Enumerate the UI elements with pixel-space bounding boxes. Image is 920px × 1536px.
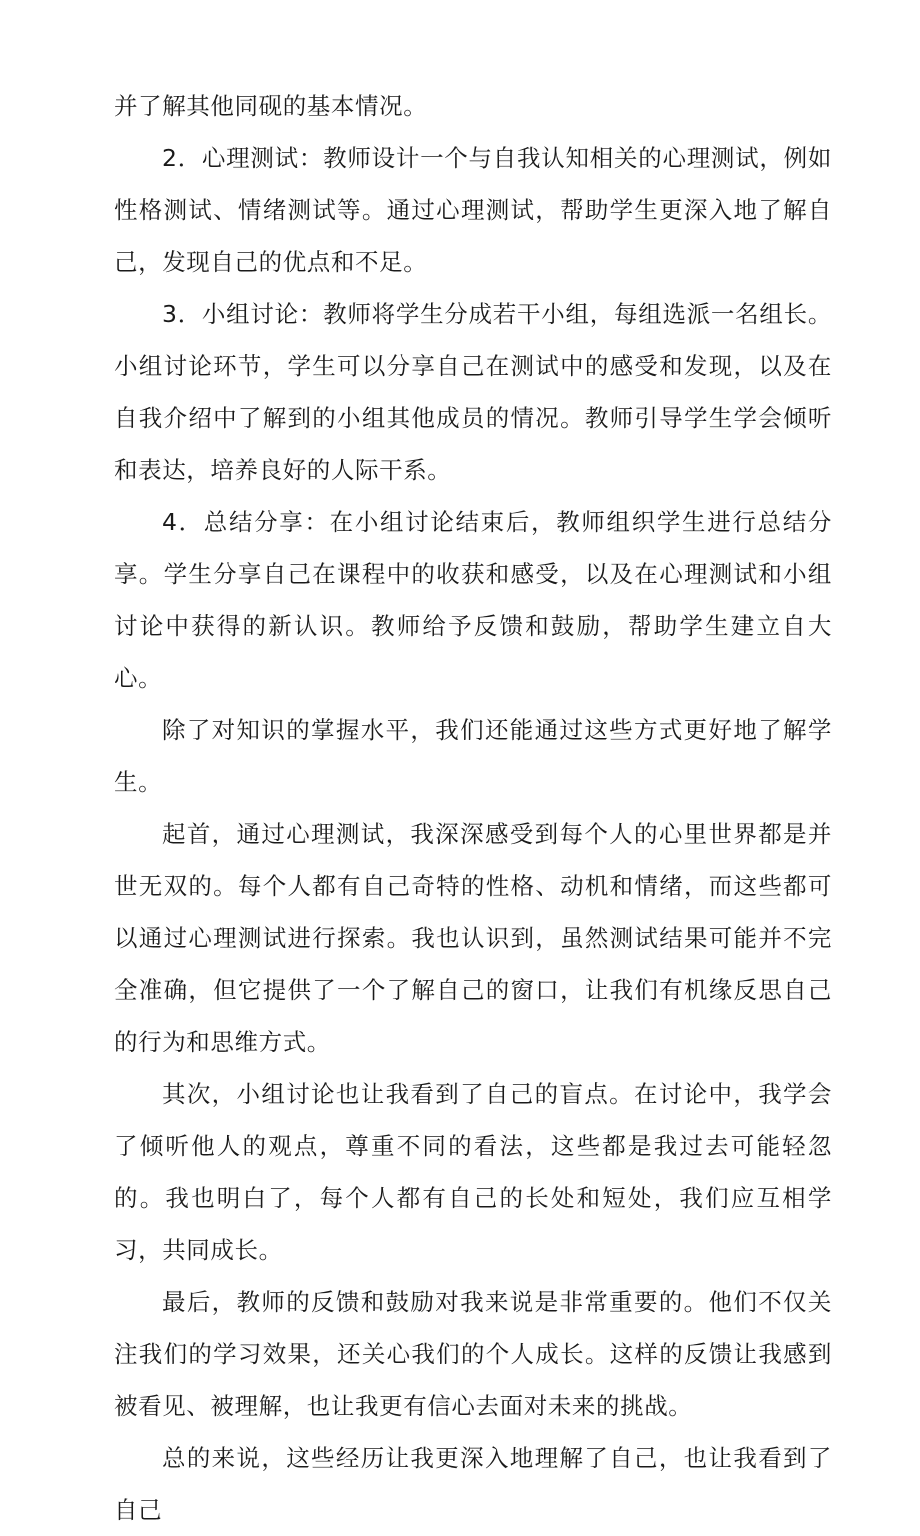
- document-body: [114, 80, 832, 1536]
- paragraph-psych-test: 2．心理测试：教师设计一个与自我认知相关的心理测试，例如性格测试、情绪测试等。通过心理测试，帮助学生更深入地了解自己，发现自己的优点和不足。: [114, 144, 832, 276]
- paragraph-summary-sharing: 4．总结分享：在小组讨论结束后，教师组织学生进行总结分享。学生分享自己在课程中的收获和感受，以及在心理测试和小组讨论中获得的新认识。教师给予反馈和鼓励，帮助学生建立自大心。: [114, 508, 832, 692]
- paragraph-group-discussion: 3．小组讨论：教师将学生分成若干小组，每组选派一名组长。小组讨论环节，学生可以分享自己在测试中的感受和发现，以及在自我介绍中了解到的小组其他成员的情况。教师引导学生学会倾听和表达，培养良好的人际干系。: [114, 300, 832, 484]
- paragraph-conclusion: 总的来说，这些经历让我更深入地理解了自己，也让我看到了自己: [114, 1444, 832, 1524]
- paragraph-beyond-knowledge: 除了对知识的掌握水平，我们还能通过这些方式更好地了解学生。: [114, 716, 832, 796]
- paragraph-finally: 最后，教师的反馈和鼓励对我来说是非常重要的。他们不仅关注我们的学习效果，还关心我们的个人成长。这样的反馈让我感到被看见、被理解，也让我更有信心去面对未来的挑战。: [114, 1288, 832, 1420]
- paragraph-continuation: 并了解其他同砚的基本情况。: [114, 92, 428, 120]
- paragraph-firstly: 起首，通过心理测试，我深深感受到每个人的心里世界都是并世无双的。每个人都有自己奇特的性格、动机和情绪，而这些都可以通过心理测试进行探索。我也认识到，虽然测试结果可能并不完全准确，但它提供了一个了解自己的窗口，让我们有机缘反思自己的行为和思维方式。: [114, 820, 832, 1056]
- paragraph-secondly: 其次，小组讨论也让我看到了自己的盲点。在讨论中，我学会了倾听他人的观点，尊重不同的看法，这些都是我过去可能轻忽的。我也明白了，每个人都有自己的长处和短处，我们应互相学习，共同成长。: [114, 1080, 832, 1264]
